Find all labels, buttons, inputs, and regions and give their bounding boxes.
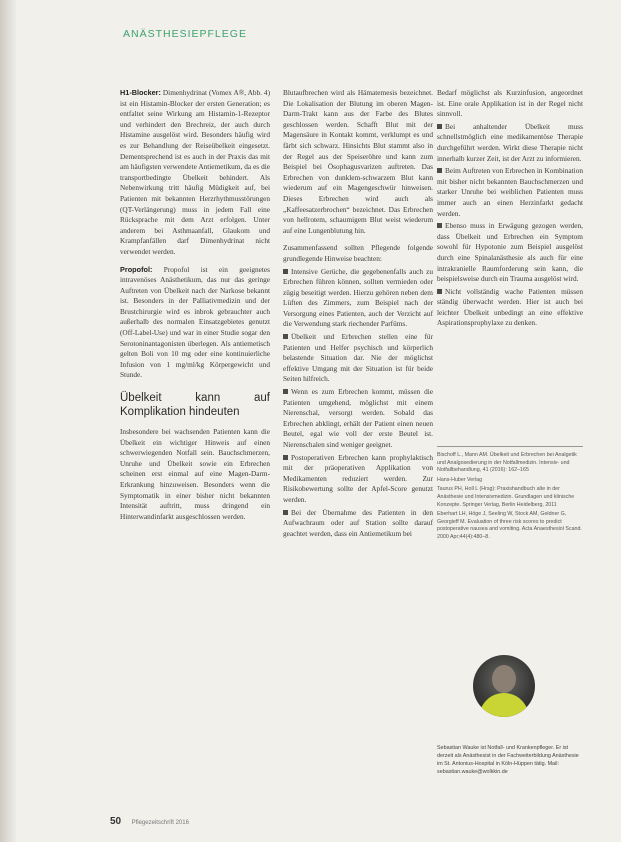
bullet-text: Intensive Gerüche, die gegebenenfalls auch zu Erbrechen führen können, sollten vermieden oder zügig beseitigt werden. Hierzu gehören neben dem Lüften des Zimmers, zum Beispiel nach der Versorgung eines Patienten, auch der Verzicht auf die Verwendung stark riechender Parfüms. (283, 266, 433, 329)
paragraph (120, 427, 270, 522)
bullet-item (283, 332, 433, 385)
references-divider (437, 446, 583, 447)
paragraph-lead: H1-Blocker: (120, 88, 161, 97)
bullet-square-icon (283, 455, 288, 460)
paragraph (283, 88, 433, 236)
page-number: 50 (110, 816, 122, 827)
paragraph-lead: Propofol: (120, 264, 153, 274)
author-photo (473, 655, 535, 717)
bullet-text: Nicht vollständig wache Patienten müssen ständig überwacht werden. Hier ist auch bei leichter Übelkeit unbedingt an eine effektive Aspirationsprophylaxe zu denken. (437, 286, 583, 328)
paragraph (437, 88, 583, 120)
paragraph (283, 243, 433, 264)
paragraph-text: Zusammenfassend sollten Pflegende folgende grundlegende Hinweise beachten: (283, 243, 433, 263)
bullet-square-icon (283, 269, 288, 274)
journal-name: Pflegezeitschrift 2016 (131, 820, 189, 826)
text-column-3 (437, 88, 583, 331)
bullet-text: Beim Auftreten von Erbrechen in Kombination mit bisher nicht bekannten Bauchschmerzen und starker Unruhe bei weiblichen Patienten muss immer auch an einen Herzinfarkt gedacht werden. (437, 166, 583, 218)
bullet-item (283, 453, 433, 506)
bullet-square-icon (283, 510, 288, 515)
bullet-square-icon (437, 168, 442, 173)
bullet-square-icon (437, 289, 442, 294)
author-photo-head (492, 665, 516, 693)
paragraph-text: Blutaufbrechen wird als Hämatemesis bezeichnet. Die Lokalisation der Blutung im oberen Magen-Darm-Trakt kann aus der Farbe des Blutes geschlossen werden. Schafft Blut mit der Magensäure in Kontakt kommt, verklumpt es und färbt sich schwarz. Hinsichts Blut stammt also in der Regel aus der Speiseröhre und kann zum Beispiel bei Ösophagusvarizen auftreten. Das Erbrechen von dunklem-schwarzem Blut kann wiederum auf ein Magengeschwür hinweisen. Dieses Erbrechen wird auch als „Kaffeesatzerbrochen“ bezeichnet. Das Erbrechen von hellrotem, schaumigem Blut weist wiederum auf eine Lungenblutung hin. (283, 88, 433, 235)
paragraph-text: Dimenhydrinat (Vomex A®, Abb. 4) ist ein Histamin-Blocker der ersten Generation; es entfaltet seine Wirkung am Histamin-1-Rezeptor und verhindert den Brechreiz, der auch durch Histamine ausgelöst wird. Besonders häufig wird es zur Behandlung der Reiseübelkeit eingesetzt. Dementsprechend ist es auch in der Praxis das mit am häufigsten verwendete Antiemetikum, da es die transportbedingte Übelkeit behindert. Als Nebenwirkung tritt häufig Müdigkeit auf, bei Patienten mit bekannten Herzrhythmusstörungen (QT-Verlängerung) muss in jedem Fall eine Rücksprache mit dem Arzt erfolgen. Unter anderem bei Asthmaanfall, Glaukom und Krampfanfällen darf Dimenhydrinat nicht verwendet werden. (120, 88, 270, 256)
bullet-text: Postoperativen Erbrechen kann prophylaktisch mit der präoperativen Applikation von Medikamenten reduziert werden. Zur Risikobewertung sollte der Apfel-Score genutzt werden. (283, 452, 433, 504)
author-bio: Sebastian Wauke ist Notfall- und Krankenpfleger. Er ist derzeit als Anästhesist in der Fachweiterbildung Anästhesie im St. Antonius-Hospital in Köln-Hüppen tätig. Mail: sebastian.wauke@wolkkin.de (437, 745, 579, 775)
bullet-item (437, 122, 583, 164)
bullet-item (437, 287, 583, 329)
subheading: Übelkeit kann auf Komplikation hindeuten (120, 392, 270, 419)
page-spine-shadow (0, 0, 16, 842)
bullet-square-icon (283, 389, 288, 394)
reference-item: Taurus PH, Holl L (Hrsg): Praxishandbuch alte in der Anästhesie und Intensivmedizin. Grundlagen und klinische Konzepte. Springer Verlag, Berlin Heidelberg, 2011 (437, 486, 575, 508)
bullet-square-icon (283, 334, 288, 339)
bullet-square-icon (437, 223, 442, 228)
bullet-item (437, 221, 583, 285)
text-column-2 (283, 88, 433, 541)
paragraph-text: Propofol ist ein geeignetes intravenöses Anästhetikum, das nur das geringe Auftreten von Übelkeit nach der Narkose bekannt ist. Besonders in der Palliativmedizin und der Brustchirurgie wird es inbrok gebrauchter auch außerhalb des normalen Einsatzgebietes genutzt (Off-Label-Use) und war in einer Studie sogar den Serotoninantagonisten überlegen. Als antiemetisch gelten Boli von 10 mg oder eine kontinuierliche Infusion von 1 mg/ml/kg Körpergewicht und Stunde. (120, 264, 270, 380)
bullet-item (283, 387, 433, 451)
paragraph-text: Insbesondere bei wachsenden Patienten kann die Übelkeit ein wichtiger Hinweis auf einen schwerwiegenden Notfall sein. Bauchschmerzen, Unruhe und Übelkeit sowie ein Erbrechen scheinen erst einmal auf eine Magen-Darm-Erkrankung hinzuweisen. Besonders wenn die Symptomatik in einer bisher nicht bekannten Intensität auftritt, muss dringend ein Hinterwandinfarkt ausgeschlossen werden. (120, 427, 270, 521)
bullet-item (437, 166, 583, 219)
bullet-text: Übelkeit und Erbrechen stellen eine für Patienten und Helfer psychisch und körperlich belastende Situation dar. Nie der möglichst effektive Umgang mit der Situation ist für beide Seiten hilfreich. (283, 332, 433, 384)
paragraph (120, 88, 270, 258)
bullet-text: Wenn es zum Erbrechen kommt, müssen die Patienten umgehend, möglichst mit einem Nierenschal, versorgt werden. Sobald das Erbrechen abklingt, erhält der Patient einen neuen Beutel, egal wie voll der erste Beutel ist. Nierenschalen sind weniger geeignet. (283, 387, 433, 449)
bullet-item (283, 508, 433, 540)
page-footer (110, 811, 189, 829)
bullet-item (283, 267, 433, 331)
bullet-text: Bei der Übernahme des Patienten in den Aufwachraum oder auf Station sollte darauf geachtet werden, dass ein Antiemetikum bei (283, 507, 433, 538)
paragraph-text: Bedarf möglichst als Kurzinfusion, angeordnet ist. Eine orale Applikation ist in der Regel nicht sinnvoll. (437, 88, 583, 119)
paragraph (120, 265, 270, 382)
bullet-text: Ebenso muss in Erwägung gezogen werden, dass Übelkeit und Erbrechen ein Symptom sowohl für Hypotonie zum Beispiel ausgelöst durch eine Spinalanästhesie als auch für eine intrakranielle Raumforderung sein kann, die beispielsweise durch ein Trauma ausgelöst wird. (437, 221, 583, 284)
reference-item: Eberhart LH, Höge J, Seeling W, Stock AM, Geldner G, Georgieff M. Evaluation of three risk scores to predict postoperative nausea and vomiting. Acta Anaesthesiol Scand. 2000 Apr;44(4):480–8. (437, 511, 582, 540)
references (437, 452, 583, 544)
bullet-text: Bei anhaltender Übelkeit muss schnellstmöglich eine medikamentöse Therapie durchgeführt werden. Wirkt diese Therapie nicht innerhalb kurzer Zeit, ist der Arzt zu informieren. (437, 121, 583, 163)
bullet-square-icon (437, 124, 442, 129)
reference-item: Hans-Huber Verlag (437, 476, 483, 483)
text-column-1 (120, 88, 270, 529)
reference-item: Bischoff L., Mann AM. Übelkeit und Erbrechen bei Analgetik und Analgosedierung in der Notfallmedizin. Intensiv- und Notfallbehandlung, 41 (2016): 162–165 (437, 452, 577, 474)
section-title: ANÄSTHESIEPFLEGE (123, 28, 247, 40)
author-photo-body (479, 693, 529, 717)
